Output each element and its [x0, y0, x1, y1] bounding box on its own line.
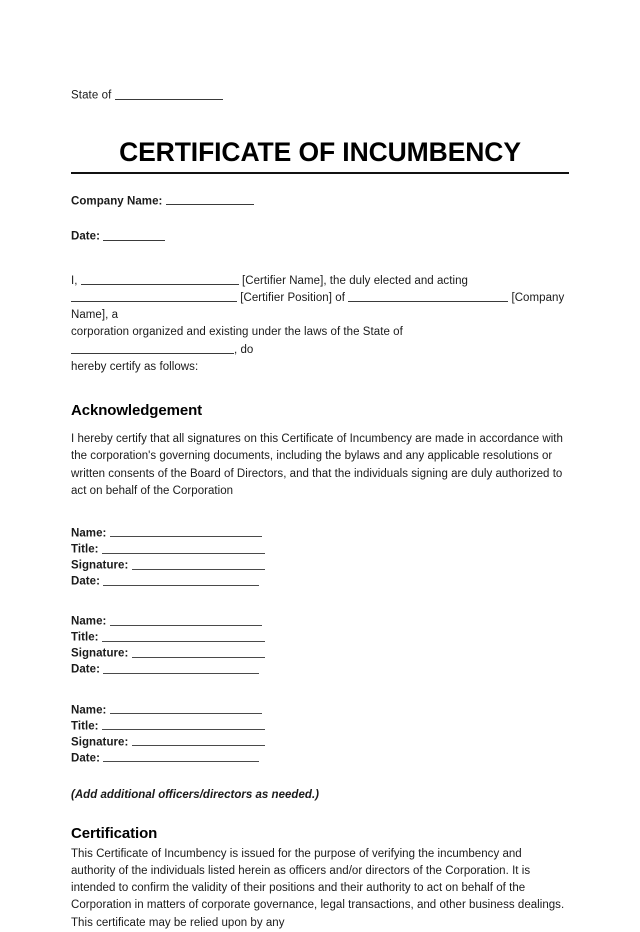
signature-signature-blank-field[interactable] — [132, 735, 265, 747]
signature-date-label: Date: — [71, 575, 101, 588]
certifier-name-tag: [Certifier Name], the duly elected and acting — [242, 274, 468, 287]
signature-name-label: Name: — [71, 615, 107, 628]
signature-title-blank-field[interactable] — [102, 719, 265, 731]
state-intro-blank-field[interactable] — [71, 342, 234, 354]
signature-block — [71, 703, 569, 767]
state-of-blank-field[interactable] — [115, 88, 223, 100]
signature-title-blank-field[interactable] — [102, 542, 265, 554]
intro-paragraph — [71, 273, 569, 376]
signature-date-row — [71, 662, 569, 678]
acknowledgement-heading: Acknowledgement — [71, 402, 203, 420]
certifier-position-blank-field[interactable] — [71, 291, 237, 303]
signature-title-row — [71, 542, 569, 558]
signature-name-row — [71, 703, 569, 719]
signature-date-row — [71, 751, 569, 767]
certifier-name-blank-field[interactable] — [81, 273, 239, 285]
date-blank-field[interactable] — [103, 229, 165, 241]
title-divider — [71, 172, 569, 174]
signature-title-row — [71, 630, 569, 646]
certifier-position-tag: [Certifier Position] of — [240, 292, 345, 305]
signature-signature-row — [71, 735, 569, 751]
state-of-label: State of — [71, 89, 112, 102]
page-title: CERTIFICATE OF INCUMBENCY — [119, 136, 521, 167]
date-row — [71, 229, 569, 245]
signature-title-label: Title: — [71, 720, 99, 733]
intro-final-line: hereby certify as follows: — [71, 360, 199, 373]
acknowledgement-paragraph: I hereby certify that all signatures on this Certificate of Incumbency are made in accordance with the corporation's governing documents, including the bylaws and any applicable resolutions or written consents of the Board of Directors, and that the individuals signing are duly authorized to act on behalf of the Corporation — [71, 433, 563, 497]
state-of-line — [71, 0, 569, 104]
signature-name-row — [71, 526, 569, 542]
signature-name-blank-field[interactable] — [110, 614, 262, 626]
signature-signature-blank-field[interactable] — [132, 646, 265, 658]
signature-date-blank-field[interactable] — [103, 574, 259, 586]
signature-date-label: Date: — [71, 752, 101, 765]
signature-title-row — [71, 719, 569, 735]
signature-name-row — [71, 614, 569, 630]
date-label: Date: — [71, 230, 101, 243]
company-name-blank-field[interactable] — [166, 194, 254, 206]
signature-signature-label: Signature: — [71, 736, 129, 749]
signature-name-label: Name: — [71, 527, 107, 540]
intro-closing-comma: , do — [234, 343, 254, 356]
signature-date-label: Date: — [71, 664, 101, 677]
signature-block — [71, 614, 569, 678]
signature-signature-row — [71, 558, 569, 574]
signature-title-blank-field[interactable] — [102, 630, 265, 642]
intro-lead: I, — [71, 274, 78, 287]
signature-name-blank-field[interactable] — [110, 526, 262, 538]
signature-signature-label: Signature: — [71, 647, 129, 660]
certification-paragraph: This Certificate of Incumbency is issued for the purpose of verifying the incumbency and authority of the individuals listed herein as officers and/or directors of the Corporation. It is intended to confirm the validity of their positions and their authority to act on behalf of the Corporation in matters of corporate governance, legal transactions, and other business dealings. This certificate may be relied upon by any — [71, 847, 565, 929]
signature-date-row — [71, 574, 569, 590]
company-name-label: Company Name: — [71, 195, 163, 208]
company-name-row — [71, 194, 569, 210]
signature-title-label: Title: — [71, 631, 99, 644]
certification-heading: Certification — [71, 824, 158, 842]
signature-signature-label: Signature: — [71, 559, 129, 572]
company-name-tag: [Company Name], a — [71, 292, 565, 322]
signature-signature-blank-field[interactable] — [132, 558, 265, 570]
company-name-intro-blank-field[interactable] — [348, 291, 508, 303]
signature-name-blank-field[interactable] — [110, 703, 262, 715]
additional-officers-note: (Add additional officers/directors as needed.) — [71, 788, 320, 801]
signature-date-blank-field[interactable] — [103, 662, 259, 674]
signature-block — [71, 526, 569, 590]
signature-signature-row — [71, 646, 569, 662]
signature-name-label: Name: — [71, 704, 107, 717]
intro-continuation: corporation organized and existing under the laws of the State of — [71, 326, 403, 339]
signature-date-blank-field[interactable] — [103, 751, 259, 763]
signature-title-label: Title: — [71, 543, 99, 556]
